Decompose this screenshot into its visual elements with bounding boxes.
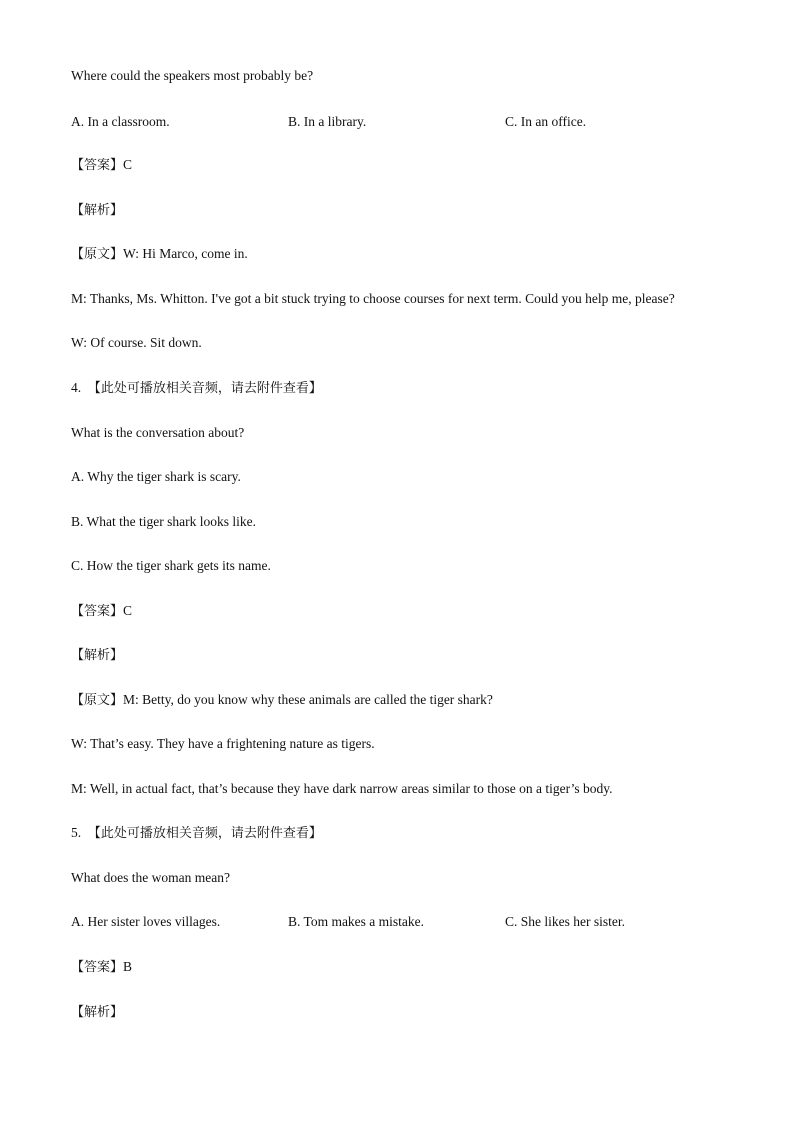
q4-header [71, 379, 322, 398]
q4-transcript-line-1 [71, 691, 493, 710]
q3-analysis [71, 201, 123, 220]
audio-note: 【此处可播放相关音频，请去附件查看】 [87, 381, 322, 396]
q5-option-c: C. She likes her sister. [505, 914, 625, 929]
answer-value: B [123, 959, 133, 974]
q3-question: Where could the speakers most probably be? [71, 68, 314, 83]
answer-tag: 【答案】 [71, 960, 124, 975]
transcript-tag: 【原文】 [71, 247, 124, 262]
transcript-text: W: Hi Marco, come in. [123, 246, 248, 261]
q3-transcript-line-1 [71, 245, 248, 264]
q4-transcript-line-3: M: Well, in actual fact, that’s because they have dark narrow areas similar to those on a tiger’s body. [71, 781, 613, 796]
q4-analysis [71, 646, 123, 665]
q4-transcript-line-2: W: That’s easy. They have a frightening nature as tigers. [71, 736, 375, 751]
q3-transcript-line-2: M: Thanks, Ms. Whitton. I've got a bit stuck trying to choose courses for next term. Could you help me, please? [71, 291, 675, 306]
question-number: 4. [71, 380, 82, 395]
q5-answer [71, 958, 132, 977]
q4-answer [71, 602, 132, 621]
transcript-text: M: Betty, do you know why these animals are called the tiger shark? [123, 692, 493, 707]
q3-transcript-line-3: W: Of course. Sit down. [71, 335, 202, 350]
answer-tag: 【答案】 [71, 604, 124, 619]
answer-tag: 【答案】 [71, 158, 124, 173]
q5-option-b: B. Tom makes a mistake. [288, 914, 425, 929]
q5-analysis [71, 1003, 123, 1022]
transcript-tag: 【原文】 [71, 693, 124, 708]
q3-answer [71, 156, 132, 175]
q5-option-a: A. Her sister loves villages. [71, 914, 221, 929]
analysis-tag: 【解析】 [71, 648, 124, 663]
q5-header [71, 824, 322, 843]
answer-value: C [123, 157, 133, 172]
q3-option-a: A. In a classroom. [71, 114, 170, 129]
question-number: 5. [71, 825, 82, 840]
q4-option-a: A. Why the tiger shark is scary. [71, 469, 241, 484]
q3-option-c: C. In an office. [505, 114, 587, 129]
q4-question: What is the conversation about? [71, 425, 245, 440]
answer-value: C [123, 603, 133, 618]
analysis-tag: 【解析】 [71, 203, 124, 218]
q5-question: What does the woman mean? [71, 870, 230, 885]
analysis-tag: 【解析】 [71, 1005, 124, 1020]
q4-option-c: C. How the tiger shark gets its name. [71, 558, 271, 573]
q4-option-b: B. What the tiger shark looks like. [71, 514, 256, 529]
audio-note: 【此处可播放相关音频，请去附件查看】 [87, 826, 322, 841]
q3-option-b: B. In a library. [288, 114, 367, 129]
